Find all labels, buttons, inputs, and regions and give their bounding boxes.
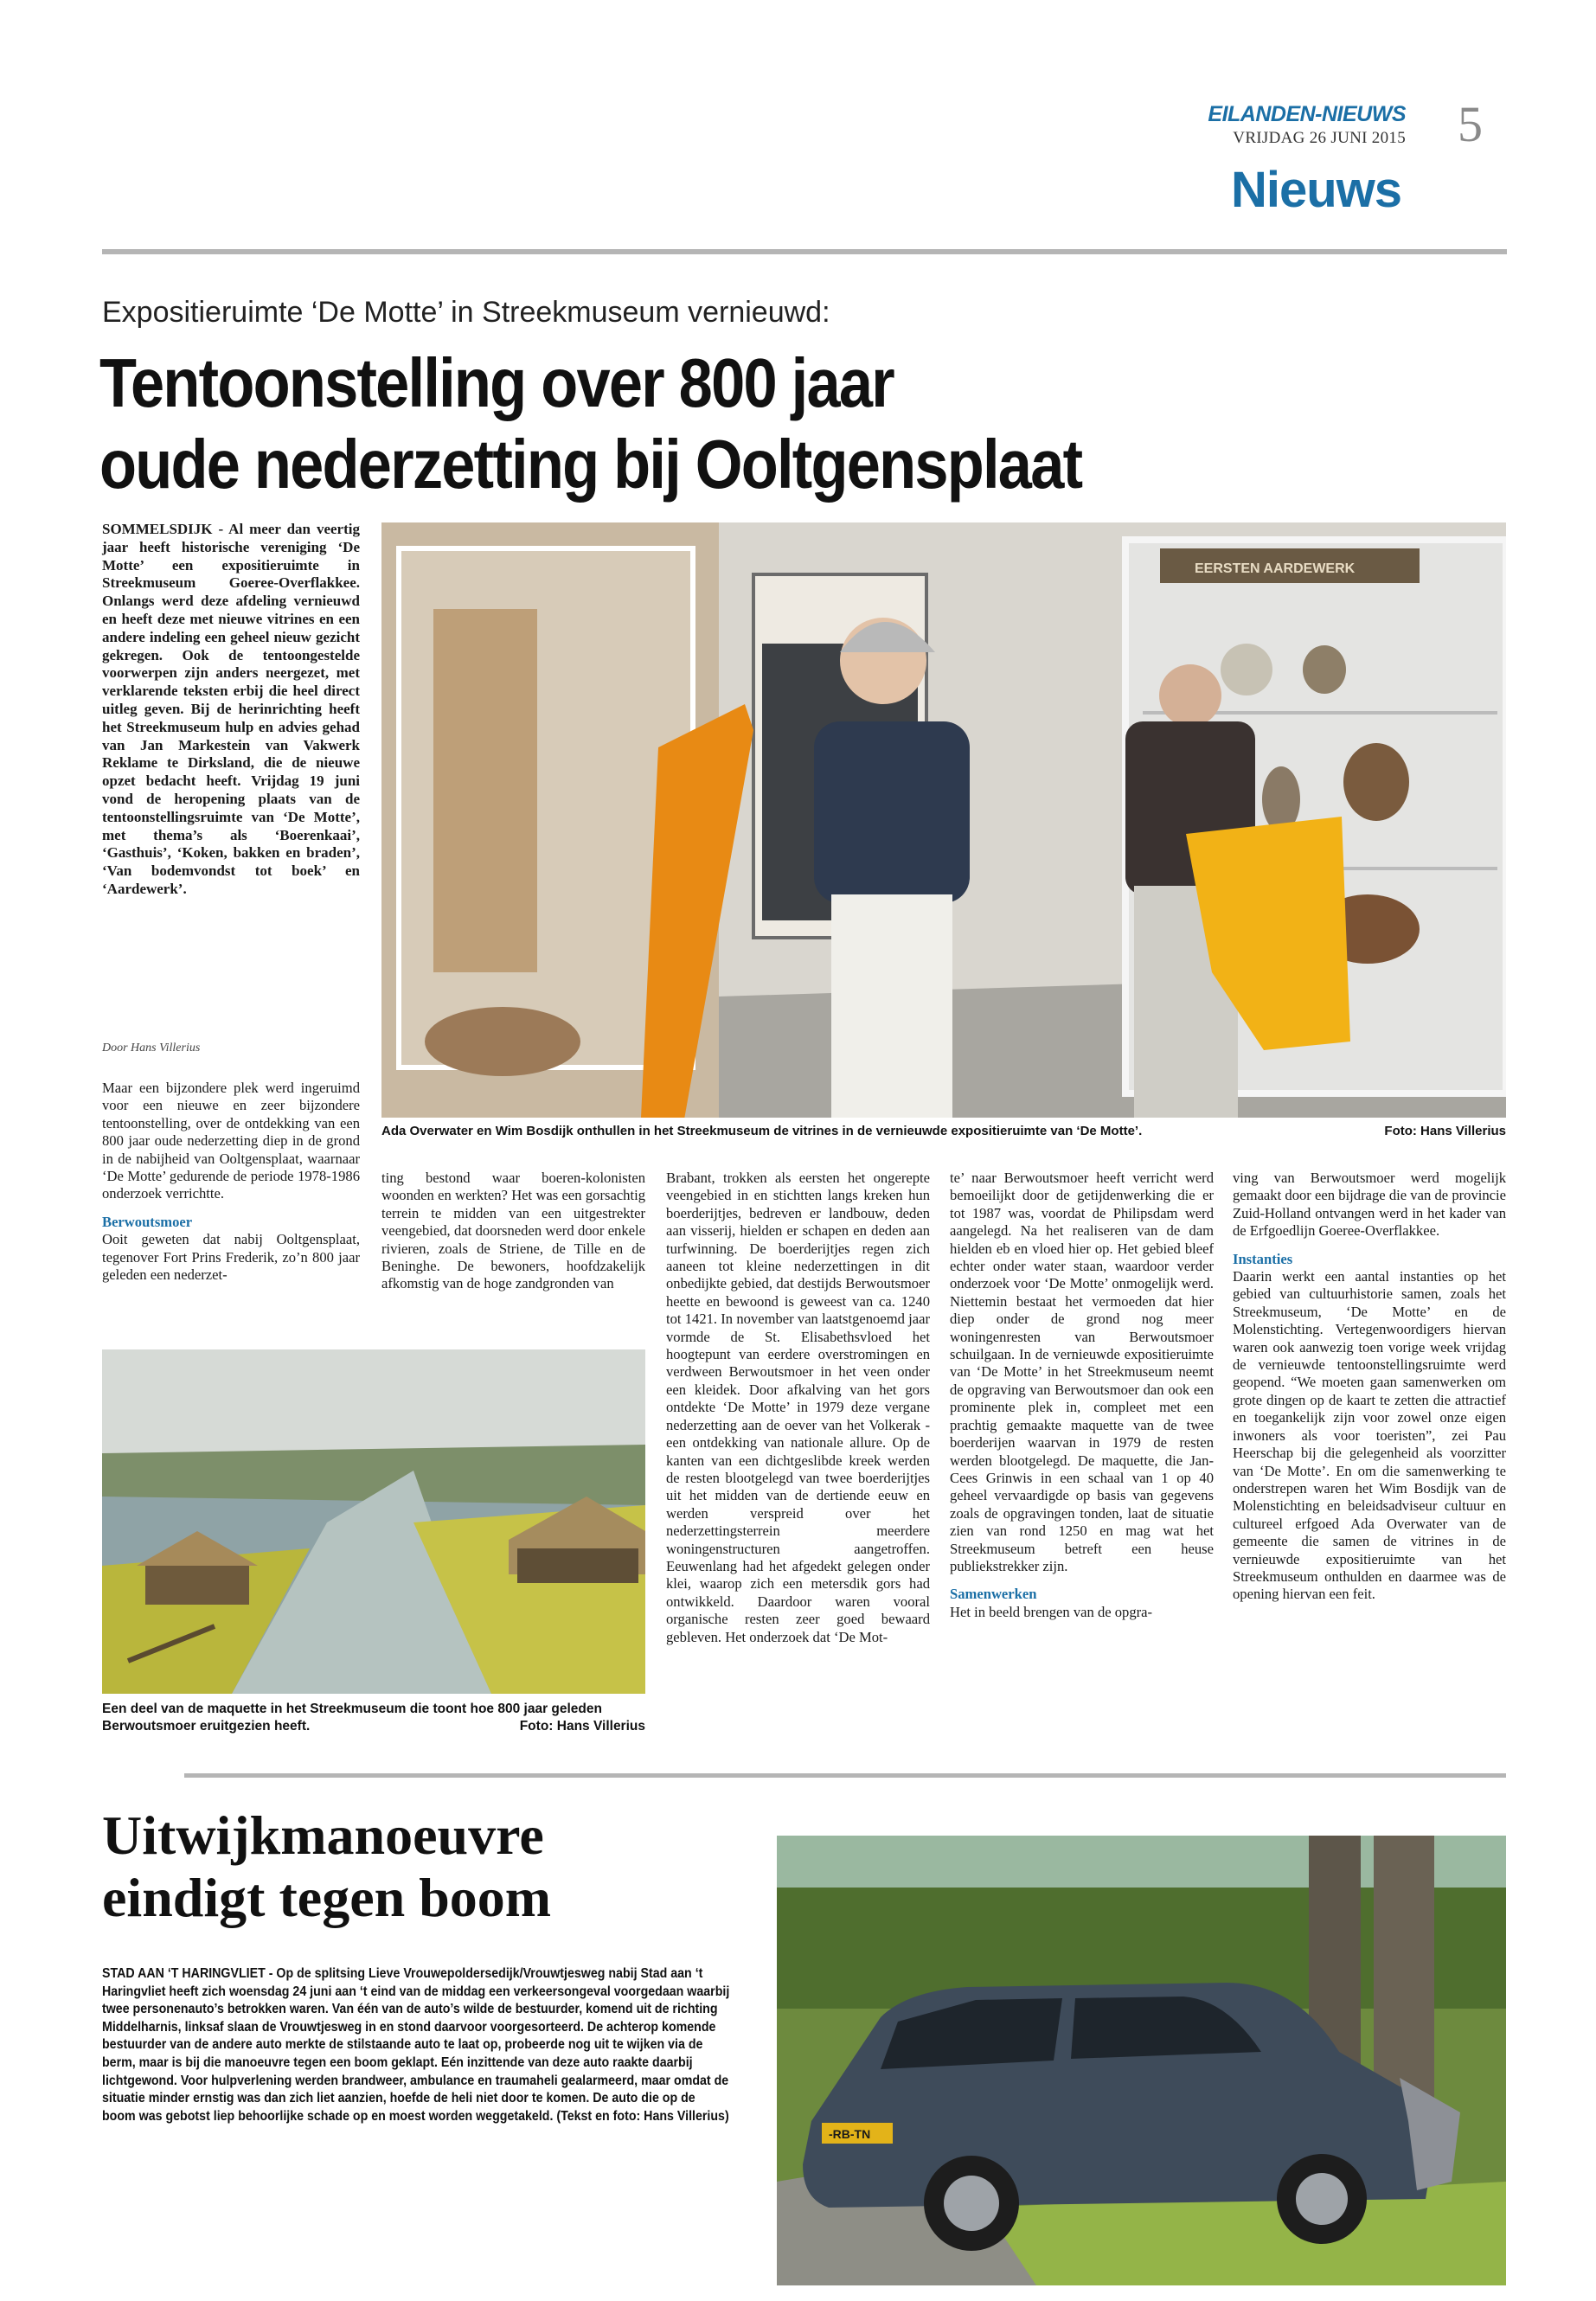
masthead [1207,102,1406,148]
section-title: Nieuws [1230,162,1401,218]
column-4-paragraph: te’ naar Berwoutsmoer heeft verricht werd bemoeilijkt door de getijdenwerking die er tot 1987 was, voordat de Philipsdam werd aangelegd. Na het realiseren van de dam hielden eb en vloed hier op. Het gebied bleef echter onder water staan, waardoor verder onderzoek voor ‘De Motte’ onmogelijk werd. Niettemin bestaat het vermoeden dat hier diep onder de grond nog meer woningenresten van Berwoutsmoer schuilgaan. In de vernieuwde expositieruimte van ‘De Motte’ in het Streekmuseum neemt de opgraving van Berwoutsmoer dan ook een prominente plek in, compleet met een prachtig gemaakte maquette van de twee boerderijen waarvan in 1979 de resten werden blootgelegd. De maquette, die Jan-Cees Grinwis in een schaal van 1 op 40 geheel vervaardigde op basis van gegevens zoals de opgravingen tonden, laat de situatie zien van rond 1250 en mag wat het Streekmuseum betreft een heuse publiekstrekker zijn. [950,1170,1214,1574]
headline-line-2: oude nederzetting bij Ooltgensplaat [99,426,1082,503]
column-1-paragraph: Maar een bijzondere plek werd ingeruimd voor een nieuwe en zeer bijzondere tentoonstelling, over de ontdekking van een 800 jaar oude nederzetting diep in de grond in de nabijheid van Ooltgensplaat, waarnaar ‘De Motte’ gedurende de periode 1978-1986 onderzoek verrichtte. [102,1080,360,1202]
maquette-caption [102,1701,645,1735]
article2-headline [102,1804,725,1929]
issue-date: VRIJDAG 26 JUNI 2015 [1233,129,1406,147]
maquette-photo [102,1349,645,1694]
maquette-photo-illustration [102,1349,645,1694]
article-lead: SOMMELSDIJK - Al meer dan veertig jaar heeft historische vereniging ‘De Motte’ een expositieruimte in Streekmuseum Goeree-Overflakkee. Onlangs werd deze afdeling vernieuwd en heeft deze met nieuwe vitrines en een andere indeling een geheel nieuw gezicht gekregen. Ook de tentoongestelde voorwerpen zijn anders neergezet, met verklarende teksten erbij die heel direct uitleg geven. Bij de herinrichting heeft het Streekmuseum hulp en advies gehad van Jan Markestein van Vakwerk Reklame te Dirksland, die de nieuwe opzet bedacht heeft. Vrijdag 19 juni vond de heropening plaats van de tentoonstellingsruimte van ‘De Motte’, met thema’s als ‘Boerenkaai’, ‘Gasthuis’, ‘Koken, bakken en braden’, ‘Van bodemvondst tot boek’ en ‘Aardewerk’. [102,521,360,897]
column-4-paragraph-2: Het in beeld brengen van de opgra- [950,1603,1153,1620]
newspaper-name: EILANDEN-NIEUWS [1208,102,1406,126]
top-divider [102,249,1507,254]
vitrine-sign: EERSTEN AARDEWERK [1195,561,1356,576]
license-plate: -RB-TN [829,2127,871,2141]
article-headline [99,343,1317,505]
article-column-2 [381,1170,645,1293]
museum-photo-illustration [381,522,1506,1118]
subhead-berwoutsmoer: Berwoutsmoer [102,1213,193,1230]
byline: Door Hans Villerius [102,1042,201,1054]
article2-headline-line-1: Uitwijkmanoeuvre [102,1804,544,1866]
accident-photo [777,1836,1506,2285]
article-column-1 [102,1080,360,1284]
subhead-instanties: Instanties [1233,1250,1293,1267]
column-5-paragraph: ving van Berwoutsmoer werd mogelijk gemaakt door een bijdrage die van de provincie Zuid-Holland ontvangen werd in het kader van de Erfgoedlijn Goeree-Overflakkee. [1233,1170,1506,1240]
headline-line-1: Tentoonstelling over 800 jaar [99,344,894,421]
maquette-caption-line-2: Berwoutsmoer eruitgezien heeft. [102,1719,311,1734]
article-column-5 [1233,1170,1506,1604]
photo-credit-main: Foto: Hans Villerius [1384,1124,1506,1138]
article-column-4 [950,1170,1214,1621]
accident-photo-illustration [777,1836,1506,2285]
museum-photo [381,522,1506,1118]
article-column-3 [666,1170,930,1646]
article2-headline-line-2: eindigt tegen boom [102,1867,552,1928]
maquette-caption-line-1: Een deel van de maquette in het Streekmuseum die toont hoe 800 jaar geleden [102,1702,602,1716]
article2-body: STAD AAN ‘T HARINGVLIET - Op de splitsing Lieve Vrouwepoldersedijk/Vrouwtjesweg nabij Stad aan ‘t Haringvliet heeft zich woensdag 24 juni aan ‘t eind van de middag een verkeersongeval voorgedaan waarbij twee personenauto’s betrokken waren. Van één van de auto’s wilde de bestuurder, komend uit de richting Middelharnis, linksaf slaan de Vrouwtjesweg in en stond daarvoor voorgesorteerd. De achterop komende bestuurder van de andere auto merkte de stilstaande auto te laat op, probeerde nog uit te wijken via de berm, maar is bij die manoeuvre tegen een boom geklapt. Eén inzittende van deze auto raakte daarbij lichtgewond. Voor hulpverlening werden brandweer, ambulance en traumaheli gealarmeerd, maar omdat de situatie minder ernstig was dan zich liet aanzien, hoefde de heli niet door te komen. De auto die op de boom was gebotst liep behoorlijke schade op en moest worden weggetakeld. (Tekst en foto: Hans Villerius) [102,1966,730,2124]
page-number: 5 [1458,96,1483,152]
photo-caption-main: Ada Overwater en Wim Bosdijk onthullen in het Streekmuseum de vitrines in de vernieuwde expositieruimte van ‘De Motte’. [381,1124,1143,1138]
column-2-paragraph: ting bestond waar boeren-kolonisten woonden en werkten? Het was een gorsachtig terrein te midden van een uitgestrekter veengebied, dat doorsneden werd door enkele rivieren, zoals de Striene, de Tille en de Beninghe. De bewoners, hoofdzakelijk afkomstig van de hoge zandgronden van [381,1170,645,1292]
column-5-paragraph-2: Daarin werkt een aantal instanties op het gebied van cultuurhistorie samen, zoals het Streekmuseum, ‘De Motte’ en de Molenstichting. Vertegenwoordigers hiervan waren ook aanwezig toen vorige week vrijdag de vernieuwde tentoonstellingsruimte werd geopend. “We moeten gaan samenwerken om grote dingen op de kaart te zetten die attractief en toegankelijk zijn voor zowel onze eigen inwoners als voor toeristen”, zei Pau Heerschap bij die gelegenheid als voorzitter van ‘De Motte’. En om die samenwerking te onderstrepen waren het Wim Bosdijk van de Molenstichting en beleidsadviseur cultuur en cultureel erfgoed Ada Overwater van de gemeente die samen de vitrines in de vernieuwde expositieruimte van het Streekmuseum onthulden en daarmee was de opening hiervan een feit. [1233,1268,1506,1603]
maquette-photo-credit: Foto: Hans Villerius [519,1719,645,1734]
column-1-paragraph-2: Ooit geweten dat nabij Ooltgensplaat, tegenover Fort Prins Frederik, zo’n 800 jaar geleden een nederzet- [102,1231,360,1284]
column-3-paragraph: Brabant, trokken als eersten het ongerepte veengebied in en stichtten langs kreken hun boerderijtjes, bedreven er landbouw, deden aan visserij, hielden er schapen en deden aan turfwinning. De boerderijtjes regen zich aaneen tot kleine nederzettingen in dit onbedijkte gebied, dat destijds Berwoutsmoer heette en bewoond is geweest van ca. 1240 tot 1421. In november van laatstgenoemd jaar vormde de St. Elisabethsvloed het hoogtepunt van eerdere overstromingen en verdween Berwoutsmoer in het veen onder een kleidek. Door afkalving van het gors ontdekte ‘De Motte’ in 1979 deze vergane nederzetting aan de oever van het Volkerak - een ontdekking van nationale allure. Op de kanten van een dichtgeslibde kreek werden de resten blootgelegd van twee boerderijtjes uit het midden van de dertiende eeuw en werden verspreid over het nederzettingsterrein meerdere woningenstructuren aangetroffen. Eeuwenlang had het afgedekt gelegen onder klei, waarop zich een metersdik gors had ontwikkeld. Daardoor waren vooral organische resten zeer goed bewaard gebleven. Het onderzoek dat ‘De Mot- [666,1170,930,1645]
section-divider [184,1773,1506,1778]
subhead-samenwerken: Samenwerken [950,1586,1037,1603]
article-kicker: Expositieruimte ‘De Motte’ in Streekmuseum vernieuwd: [102,296,830,329]
